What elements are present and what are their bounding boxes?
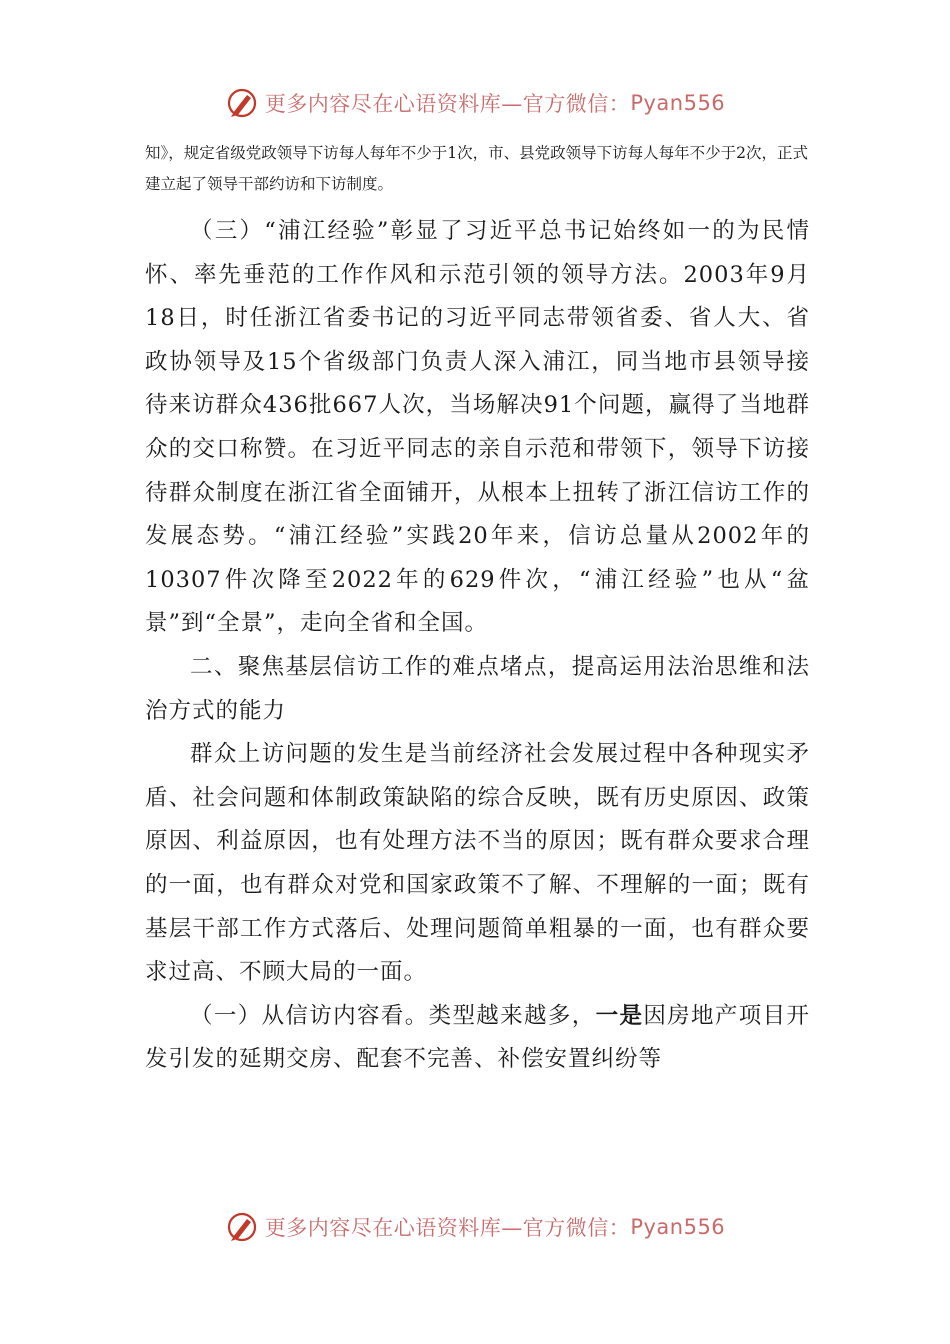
subsection-one-rest: 因房地产项目开发引发的延期交房、配套不完善、补偿安置纠纷等 <box>145 1002 810 1073</box>
section-two-heading: 二、聚焦基层信访工作的难点堵点，提高运用法治思维和法治方式的能力 <box>145 653 810 724</box>
intro-paragraph: 群众上访问题的发生是当前经济社会发展过程中各种现实矛盾、社会问题和体制政策缺陷的综合反映，既有历史原因、政策原因、利益原因，也有处理方法不当的原因；既有群众要求合理的一面，也有群众对党和国家政策不了解、不理解的一面；既有基层干部工作方式落后、处理问题简单粗暴的一面，也有群众要求过高、不顾大局的一面。 <box>145 741 810 986</box>
pen-circle-logo-icon <box>225 86 259 120</box>
watermark-text: 更多内容尽在心语资料库—官方微信： <box>264 92 631 116</box>
watermark-text: 更多内容尽在心语资料库—官方微信： <box>264 1216 631 1240</box>
subsection-one-paragraph <box>145 995 810 1082</box>
watermark-contact: Pyan556 <box>630 91 726 115</box>
pen-circle-logo-icon <box>225 1210 259 1244</box>
subsection-one-lead: （一）从信访内容看。类型越来越多， <box>190 1002 596 1029</box>
section-three-paragraph: （三）“浦江经验”彰显了习近平总书记始终如一的为民情怀、率先垂范的工作作风和示范引领的领导方法。2003年9月18日，时任浙江省委书记的习近平同志带领省委、省人大、省政协领导及15个省级部门负责人深入浦江，同当地市县领导接待来访群众436批667人次，当场解决91个问题，赢得了当地群众的交口称赞。在习近平同志的亲自示范和带领下，领导下访接待群众制度在浙江省全面铺开，从根本上扭转了浙江信访工作的发展态势。“浦江经验”实践20年来，信访总量从2002年的10307件次降至2022年的629件次，“浦江经验”也从“盆景”到“全景”，走向全省和全国。 <box>145 218 810 637</box>
watermark-contact: Pyan556 <box>630 1215 726 1239</box>
subsection-one-bold: 一是 <box>595 1002 644 1029</box>
document-body <box>145 210 810 1082</box>
watermark-footer <box>0 1210 950 1244</box>
watermark-header <box>0 86 950 120</box>
continuation-paragraph: 知》，规定省级党政领导下访每人每年不少于1次，市、县党政领导下访每人每年不少于2次，正式建立起了领导干部约访和下访制度。 <box>145 144 808 193</box>
